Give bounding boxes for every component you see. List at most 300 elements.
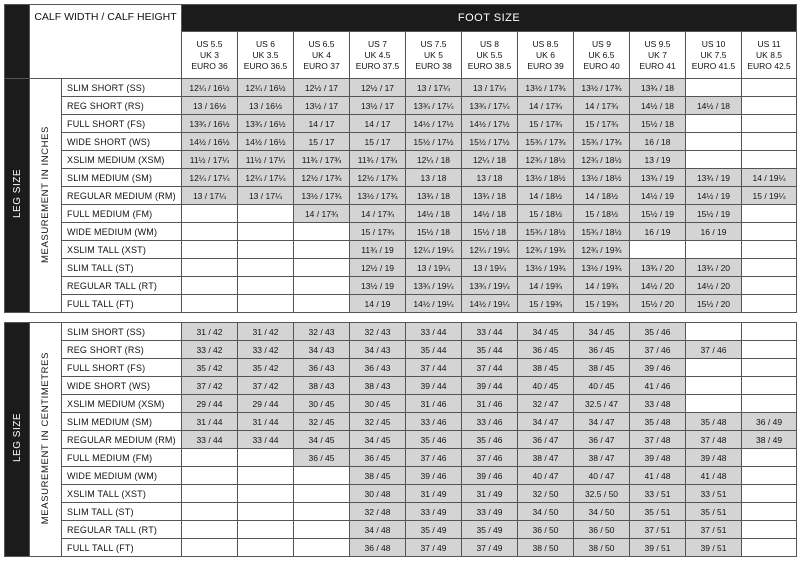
size-cell <box>238 503 294 521</box>
size-cell: 15½ / 18 <box>406 223 462 241</box>
row-label: FULL MEDIUM (FM) <box>62 449 182 467</box>
size-cell: 14 / 17¾ <box>574 97 630 115</box>
size-cell <box>686 323 742 341</box>
size-cell: 15 / 19¾ <box>574 295 630 313</box>
size-cell: 14½ / 18 <box>686 97 742 115</box>
row-label: SLIM TALL (ST) <box>62 259 182 277</box>
size-cell: 34 / 45 <box>574 323 630 341</box>
size-cell: 33 / 44 <box>238 431 294 449</box>
size-cell <box>294 223 350 241</box>
size-cell <box>182 295 238 313</box>
size-cell: 30 / 45 <box>294 395 350 413</box>
shoe-size-header <box>238 32 294 79</box>
size-cell: 13 / 19 <box>630 151 686 169</box>
size-cell <box>294 503 350 521</box>
size-cell <box>238 205 294 223</box>
size-cell: 13¾ / 19 <box>686 169 742 187</box>
size-cell: 11¾ / 17¾ <box>350 151 406 169</box>
size-cell: 13½ / 19 <box>350 277 406 295</box>
size-cell <box>742 467 797 485</box>
table-row <box>5 223 797 241</box>
size-cell: 13¾ / 19 <box>630 169 686 187</box>
size-cell: 33 / 51 <box>630 485 686 503</box>
size-cell: 35 / 44 <box>406 341 462 359</box>
size-cell: 13½ / 17 <box>350 97 406 115</box>
size-cell: 14½ / 20 <box>630 277 686 295</box>
size-cell: 14½ / 17½ <box>406 115 462 133</box>
size-cell: 37 / 46 <box>462 449 518 467</box>
size-cell: 35 / 42 <box>238 359 294 377</box>
shoe-size-euro: EURO 38 <box>415 60 452 71</box>
size-cell <box>182 277 238 295</box>
size-cell: 13¾ / 19¼ <box>462 277 518 295</box>
table-row <box>5 503 797 521</box>
size-cell <box>294 539 350 557</box>
size-cell: 13¾ / 16½ <box>238 115 294 133</box>
size-cell <box>742 79 797 97</box>
size-cell <box>630 241 686 259</box>
size-cell: 13½ / 18½ <box>518 169 574 187</box>
size-cell: 38 / 47 <box>574 449 630 467</box>
size-cell: 37 / 51 <box>630 521 686 539</box>
size-cell <box>182 241 238 259</box>
size-cell <box>686 241 742 259</box>
shoe-size-header <box>574 32 630 79</box>
row-label: FULL TALL (FT) <box>62 539 182 557</box>
size-cell: 13 / 17¼ <box>238 187 294 205</box>
size-cell: 32 / 45 <box>294 413 350 431</box>
size-cell: 37 / 44 <box>406 359 462 377</box>
table-row <box>5 79 797 97</box>
size-cell <box>742 449 797 467</box>
row-label: SLIM SHORT (SS) <box>62 323 182 341</box>
table-row <box>5 395 797 413</box>
size-cell <box>742 241 797 259</box>
size-cell <box>182 503 238 521</box>
table-row <box>5 97 797 115</box>
size-cell <box>742 295 797 313</box>
shoe-size-uk: UK 4.5 <box>364 49 391 60</box>
table-row <box>5 205 797 223</box>
size-cell: 41 / 46 <box>630 377 686 395</box>
size-cell <box>182 467 238 485</box>
size-cell: 12¾ / 18½ <box>574 151 630 169</box>
shoe-size-us: US 11 <box>757 38 781 49</box>
size-cell: 35 / 49 <box>462 521 518 539</box>
inches-measurement-label <box>30 79 62 313</box>
size-cell: 37 / 44 <box>462 359 518 377</box>
size-cell <box>182 539 238 557</box>
shoe-size-header <box>518 32 574 79</box>
size-cell: 33 / 44 <box>406 323 462 341</box>
size-cell: 13½ / 19¾ <box>574 259 630 277</box>
size-cell: 37 / 49 <box>462 539 518 557</box>
size-cell: 36 / 48 <box>350 539 406 557</box>
shoe-size-uk: UK 3 <box>200 49 219 60</box>
size-cell: 39 / 51 <box>686 539 742 557</box>
shoe-size-uk: UK 6 <box>536 49 555 60</box>
section-divider <box>5 313 797 323</box>
size-cell <box>686 79 742 97</box>
size-cell <box>238 521 294 539</box>
size-cell: 14 / 18½ <box>518 187 574 205</box>
row-label: FULL MEDIUM (FM) <box>62 205 182 223</box>
size-cell <box>294 521 350 539</box>
size-cell <box>182 449 238 467</box>
size-cell <box>294 295 350 313</box>
size-cell: 34 / 47 <box>518 413 574 431</box>
size-cell: 14½ / 17½ <box>462 115 518 133</box>
row-label: XSLIM MEDIUM (XSM) <box>62 151 182 169</box>
measurement-unit-text: MEASUREMENT IN INCHES <box>40 125 51 263</box>
size-cell: 36 / 45 <box>574 341 630 359</box>
size-cell: 12½ / 17¾ <box>350 169 406 187</box>
size-cell: 15 / 17¾ <box>574 115 630 133</box>
size-cell: 12¼ / 18 <box>406 151 462 169</box>
size-cell: 29 / 44 <box>238 395 294 413</box>
size-cell: 14½ / 19 <box>630 187 686 205</box>
size-cell <box>686 359 742 377</box>
size-cell: 36 / 47 <box>518 431 574 449</box>
table-row <box>5 259 797 277</box>
size-cell <box>742 521 797 539</box>
size-cell: 31 / 42 <box>182 323 238 341</box>
size-cell: 30 / 45 <box>350 395 406 413</box>
size-cell <box>686 377 742 395</box>
calf-width-height-header: CALF WIDTH / CALF HEIGHT <box>30 5 182 79</box>
size-cell: 15½ / 18 <box>630 115 686 133</box>
size-cell: 31 / 42 <box>238 323 294 341</box>
size-cell <box>182 485 238 503</box>
size-cell: 15½ / 19 <box>686 205 742 223</box>
size-cell: 39 / 48 <box>630 449 686 467</box>
size-cell: 36 / 43 <box>350 359 406 377</box>
size-cell: 13½ / 17 <box>294 97 350 115</box>
size-cell <box>238 467 294 485</box>
size-cell: 13 / 18 <box>462 169 518 187</box>
size-cell: 12¼ / 17¼ <box>182 169 238 187</box>
size-cell: 33 / 44 <box>462 323 518 341</box>
size-cell: 33 / 49 <box>462 503 518 521</box>
size-cell <box>742 277 797 295</box>
size-cell: 15¾ / 17¾ <box>574 133 630 151</box>
size-cell: 13¾ / 16½ <box>182 115 238 133</box>
size-cell <box>742 223 797 241</box>
size-cell: 38 / 43 <box>294 377 350 395</box>
size-cell: 12½ / 17¾ <box>294 169 350 187</box>
shoe-size-euro: EURO 36 <box>191 60 228 71</box>
row-label: SLIM TALL (ST) <box>62 503 182 521</box>
size-cell: 15¾ / 17¾ <box>518 133 574 151</box>
size-cell: 12¾ / 18½ <box>518 151 574 169</box>
table-row <box>5 467 797 485</box>
size-cell <box>182 259 238 277</box>
size-cell: 13½ / 18½ <box>574 169 630 187</box>
table-row <box>5 521 797 539</box>
size-cell: 37 / 51 <box>686 521 742 539</box>
size-cell <box>742 503 797 521</box>
size-cell <box>742 133 797 151</box>
row-label: REGULAR MEDIUM (RM) <box>62 187 182 205</box>
size-cell: 12½ / 17 <box>294 79 350 97</box>
row-label: XSLIM TALL (XST) <box>62 241 182 259</box>
shoe-size-uk: UK 8.5 <box>756 49 783 60</box>
size-cell: 37 / 42 <box>182 377 238 395</box>
size-cell: 12¼ / 16½ <box>182 79 238 97</box>
row-label: FULL TALL (FT) <box>62 295 182 313</box>
size-cell: 14½ / 19 <box>686 187 742 205</box>
size-cell: 14 / 18½ <box>574 187 630 205</box>
table-row <box>5 413 797 431</box>
row-label: REGULAR TALL (RT) <box>62 277 182 295</box>
row-label: SLIM SHORT (SS) <box>62 79 182 97</box>
header-corner <box>5 5 30 79</box>
size-cell: 33 / 49 <box>406 503 462 521</box>
size-cell: 35 / 51 <box>686 503 742 521</box>
size-cell: 15½ / 18 <box>462 223 518 241</box>
row-label: WIDE SHORT (WS) <box>62 133 182 151</box>
shoe-size-us: US 9.5 <box>644 38 671 49</box>
size-cell: 36 / 50 <box>518 521 574 539</box>
size-cell: 14½ / 18 <box>406 205 462 223</box>
size-cell <box>742 341 797 359</box>
shoe-size-euro: EURO 39 <box>527 60 564 71</box>
size-cell: 38 / 50 <box>518 539 574 557</box>
table-row <box>5 169 797 187</box>
size-cell: 16 / 18 <box>630 133 686 151</box>
shoe-size-euro: EURO 38.5 <box>467 60 512 71</box>
size-cell: 11½ / 17¼ <box>182 151 238 169</box>
size-cell: 13 / 16½ <box>182 97 238 115</box>
size-cell: 13 / 17¼ <box>182 187 238 205</box>
size-cell <box>182 521 238 539</box>
size-cell <box>742 151 797 169</box>
size-cell <box>182 223 238 241</box>
size-cell: 35 / 49 <box>406 521 462 539</box>
size-cell: 16 / 19 <box>686 223 742 241</box>
size-cell: 31 / 46 <box>406 395 462 413</box>
shoe-size-us: US 10 <box>701 38 726 49</box>
size-cell: 14 / 17 <box>350 115 406 133</box>
shoe-size-header <box>406 32 462 79</box>
size-cell: 38 / 45 <box>350 467 406 485</box>
row-label: FULL SHORT (FS) <box>62 359 182 377</box>
size-cell <box>742 377 797 395</box>
size-cell: 14½ / 19¼ <box>406 295 462 313</box>
table-row <box>5 133 797 151</box>
size-cell: 13¾ / 17¼ <box>406 97 462 115</box>
shoe-size-uk: UK 7 <box>648 49 667 60</box>
centimetres-leg-size-label <box>5 323 30 557</box>
leg-size-text: LEG SIZE <box>11 169 23 219</box>
shoe-size-us: US 7.5 <box>420 38 447 49</box>
size-cell: 41 / 48 <box>630 467 686 485</box>
size-cell: 12½ / 17 <box>350 79 406 97</box>
size-cell: 37 / 49 <box>406 539 462 557</box>
table-row <box>5 359 797 377</box>
size-cell: 14½ / 20 <box>686 277 742 295</box>
size-chart <box>4 4 796 578</box>
size-cell: 32 / 47 <box>518 395 574 413</box>
size-cell: 32 / 45 <box>350 413 406 431</box>
size-cell: 15 / 19¾ <box>518 295 574 313</box>
size-cell <box>294 241 350 259</box>
row-label: WIDE MEDIUM (WM) <box>62 223 182 241</box>
size-cell: 39 / 44 <box>406 377 462 395</box>
size-cell: 37 / 46 <box>406 449 462 467</box>
size-cell: 41 / 48 <box>686 467 742 485</box>
size-cell: 40 / 47 <box>518 467 574 485</box>
shoe-size-euro: EURO 42.5 <box>747 60 791 71</box>
size-cell: 39 / 46 <box>462 467 518 485</box>
size-cell: 37 / 48 <box>686 431 742 449</box>
shoe-size-us: US 5.5 <box>196 38 223 49</box>
size-cell: 38 / 45 <box>574 359 630 377</box>
size-cell <box>742 259 797 277</box>
size-cell <box>182 205 238 223</box>
row-label: REG SHORT (RS) <box>62 97 182 115</box>
shoe-size-us: US 8.5 <box>532 38 559 49</box>
size-cell: 31 / 49 <box>462 485 518 503</box>
measurement-unit-text: MEASUREMENT IN CENTIMETRES <box>40 351 51 525</box>
shoe-size-euro: EURO 37 <box>303 60 340 71</box>
size-cell: 15½ / 17½ <box>406 133 462 151</box>
size-cell: 13¾ / 20 <box>630 259 686 277</box>
size-cell: 14 / 17 <box>294 115 350 133</box>
size-cell: 13¾ / 20 <box>686 259 742 277</box>
shoe-size-us: US 7 <box>368 38 387 49</box>
shoe-size-header <box>182 32 238 79</box>
centimetres-measurement-label <box>30 323 62 557</box>
size-cell: 32.5 / 47 <box>574 395 630 413</box>
row-label: REG SHORT (RS) <box>62 341 182 359</box>
size-cell <box>686 133 742 151</box>
size-cell <box>742 359 797 377</box>
size-cell: 34 / 50 <box>518 503 574 521</box>
size-cell: 13 / 18 <box>406 169 462 187</box>
size-cell: 40 / 45 <box>574 377 630 395</box>
size-cell: 13 / 19¼ <box>462 259 518 277</box>
shoe-size-us: US 8 <box>480 38 499 49</box>
size-cell: 14½ / 18 <box>630 97 686 115</box>
row-label: SLIM MEDIUM (SM) <box>62 413 182 431</box>
size-cell <box>742 205 797 223</box>
size-cell: 15¾ / 18½ <box>574 223 630 241</box>
size-cell: 12¾ / 19¾ <box>574 241 630 259</box>
size-cell: 38 / 47 <box>518 449 574 467</box>
size-cell: 14 / 17¾ <box>294 205 350 223</box>
size-cell: 14 / 19 <box>350 295 406 313</box>
size-cell: 34 / 47 <box>574 413 630 431</box>
size-cell: 13½ / 17¾ <box>574 79 630 97</box>
shoe-size-header <box>630 32 686 79</box>
size-cell <box>742 115 797 133</box>
size-cell: 39 / 48 <box>686 449 742 467</box>
size-cell: 31 / 44 <box>182 413 238 431</box>
table-row <box>5 485 797 503</box>
size-cell: 14½ / 18 <box>462 205 518 223</box>
size-cell: 12½ / 19 <box>350 259 406 277</box>
size-chart-table <box>4 4 797 557</box>
size-cell: 12¼ / 19¼ <box>406 241 462 259</box>
size-cell: 15 / 17¾ <box>350 223 406 241</box>
size-cell: 14 / 19¼ <box>742 169 797 187</box>
size-cell: 33 / 46 <box>406 413 462 431</box>
size-cell: 39 / 46 <box>406 467 462 485</box>
size-cell: 12¾ / 19¾ <box>518 241 574 259</box>
size-cell <box>238 259 294 277</box>
size-cell: 15 / 18½ <box>574 205 630 223</box>
size-cell: 34 / 45 <box>518 323 574 341</box>
size-cell: 13½ / 19¾ <box>518 259 574 277</box>
size-cell: 34 / 43 <box>294 341 350 359</box>
size-cell: 37 / 46 <box>686 341 742 359</box>
size-cell: 31 / 46 <box>462 395 518 413</box>
size-cell: 11¾ / 19 <box>350 241 406 259</box>
shoe-size-us: US 6.5 <box>308 38 335 49</box>
row-label: WIDE MEDIUM (WM) <box>62 467 182 485</box>
table-row <box>5 115 797 133</box>
size-cell: 37 / 42 <box>238 377 294 395</box>
size-cell: 15¾ / 18½ <box>518 223 574 241</box>
size-cell: 32 / 50 <box>518 485 574 503</box>
size-cell <box>238 539 294 557</box>
size-cell: 14½ / 16½ <box>182 133 238 151</box>
size-cell: 34 / 45 <box>294 431 350 449</box>
size-cell: 13¾ / 18 <box>462 187 518 205</box>
size-cell: 38 / 43 <box>350 377 406 395</box>
table-row <box>5 241 797 259</box>
size-cell: 13½ / 17¾ <box>294 187 350 205</box>
size-cell: 14½ / 19¼ <box>462 295 518 313</box>
shoe-size-header <box>686 32 742 79</box>
size-cell: 15½ / 19 <box>630 205 686 223</box>
size-cell: 15½ / 20 <box>630 295 686 313</box>
size-cell: 32.5 / 50 <box>574 485 630 503</box>
leg-size-text: LEG SIZE <box>11 413 23 463</box>
size-cell: 14 / 19¾ <box>518 277 574 295</box>
shoe-size-euro: EURO 41.5 <box>691 60 736 71</box>
size-cell: 40 / 47 <box>574 467 630 485</box>
size-cell <box>238 223 294 241</box>
size-cell <box>742 539 797 557</box>
size-cell: 35 / 42 <box>182 359 238 377</box>
size-cell: 13¾ / 19¼ <box>406 277 462 295</box>
size-cell: 33 / 48 <box>630 395 686 413</box>
size-cell <box>238 277 294 295</box>
size-cell <box>294 259 350 277</box>
shoe-size-header <box>462 32 518 79</box>
row-label: SLIM MEDIUM (SM) <box>62 169 182 187</box>
row-label: REGULAR TALL (RT) <box>62 521 182 539</box>
shoe-size-uk: UK 5.5 <box>476 49 503 60</box>
size-cell: 12¼ / 18 <box>462 151 518 169</box>
shoe-size-uk: UK 4 <box>312 49 331 60</box>
table-row <box>5 449 797 467</box>
table-row <box>5 539 797 557</box>
size-cell: 32 / 48 <box>350 503 406 521</box>
size-cell: 38 / 45 <box>518 359 574 377</box>
size-cell: 30 / 48 <box>350 485 406 503</box>
shoe-size-euro: EURO 41 <box>639 60 676 71</box>
size-cell: 35 / 44 <box>462 341 518 359</box>
shoe-size-header <box>350 32 406 79</box>
size-cell <box>238 241 294 259</box>
size-cell: 12¼ / 17¼ <box>238 169 294 187</box>
size-cell: 15½ / 17½ <box>462 133 518 151</box>
size-cell: 13½ / 17¾ <box>518 79 574 97</box>
size-cell: 12¼ / 19¼ <box>462 241 518 259</box>
